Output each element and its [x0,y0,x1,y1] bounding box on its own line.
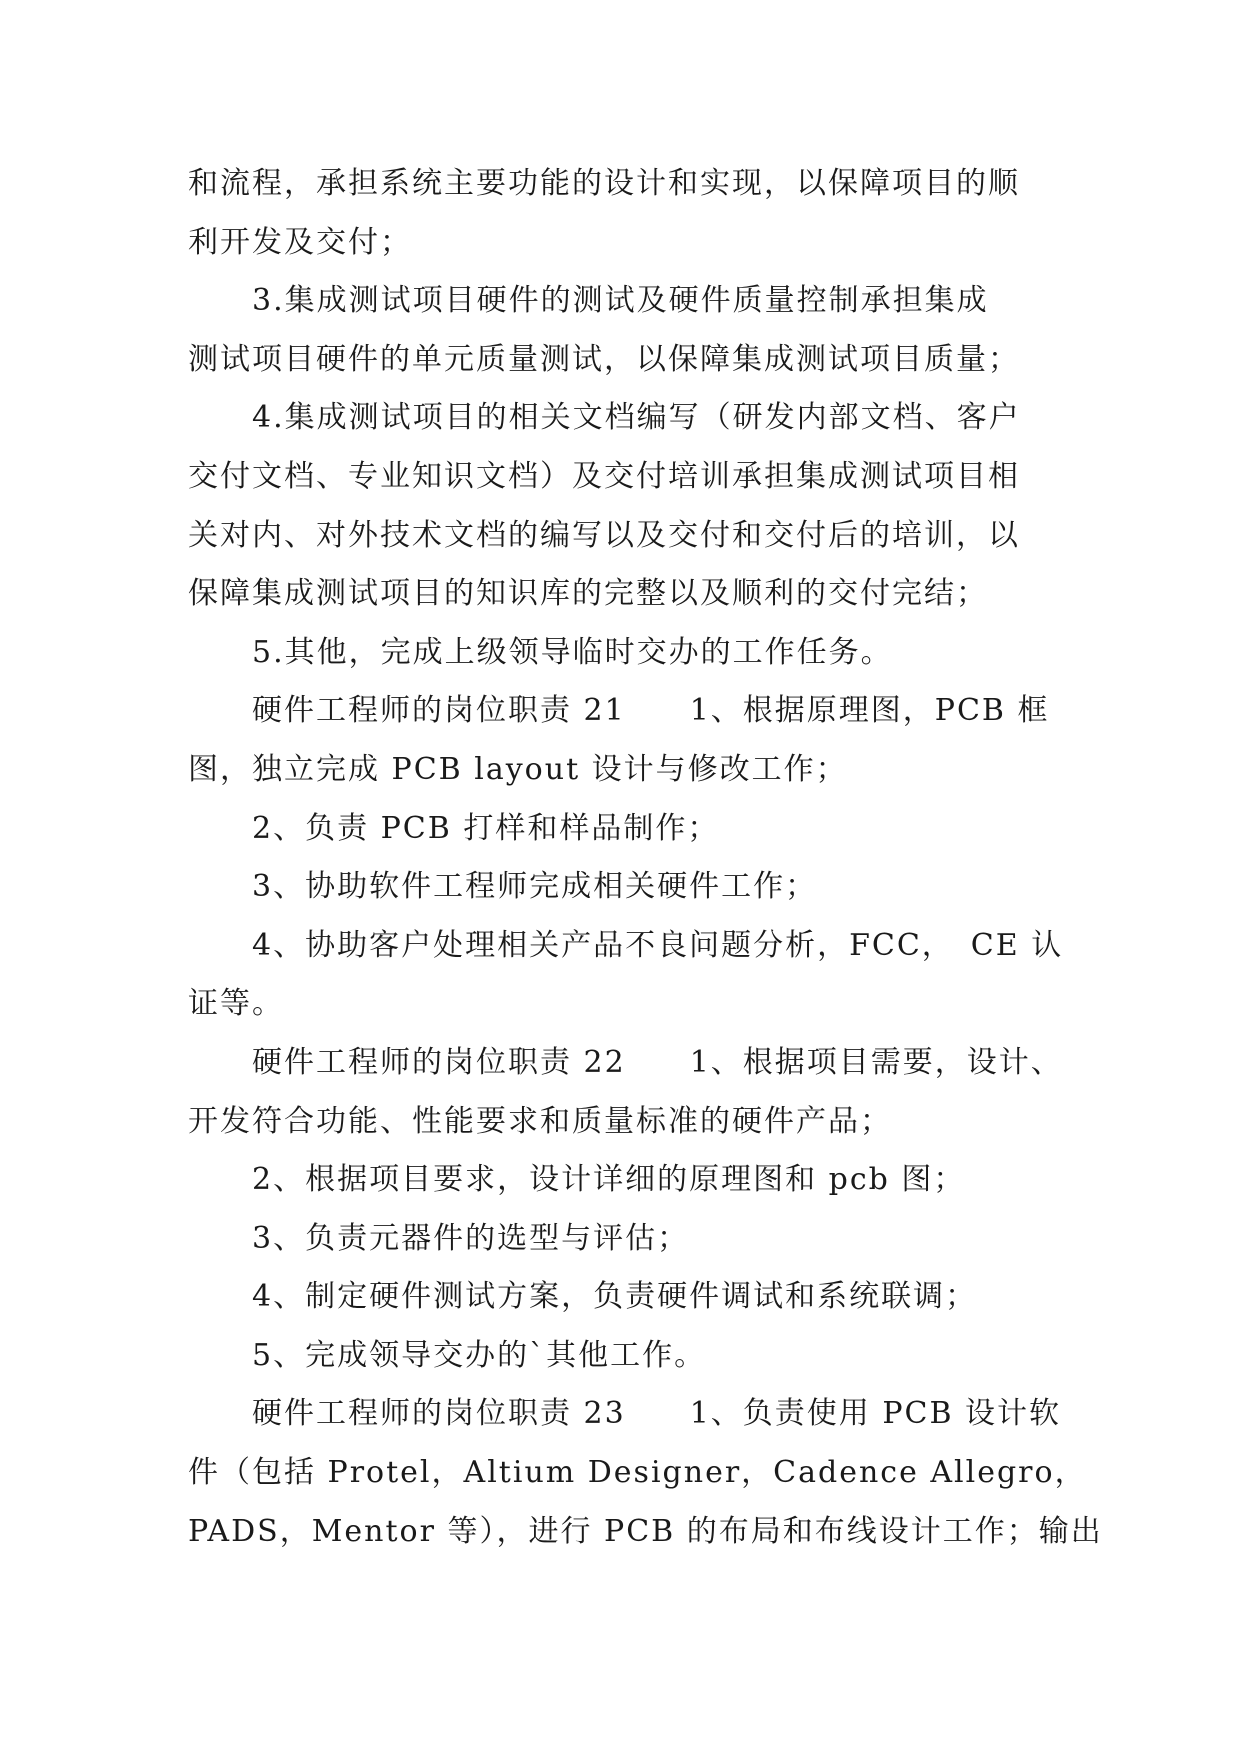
text-line: 3、负责元器件的选型与评估； [252,1220,690,1256]
text-line: 4、协助客户处理相关产品不良问题分析，FCC， CE 认 [252,927,1064,963]
text-line: 利开发及交付； [188,224,412,260]
text-line: 2、根据项目要求，设计详细的原理图和 pcb 图； [252,1162,966,1198]
text-line: 证等。 [188,986,284,1022]
text-line: 交付文档、专业知识文档）及交付培训承担集成测试项目相 [188,458,1020,494]
text-line: 5、完成领导交办的`其他工作。 [252,1337,707,1373]
text-line: PADS，Mentor 等），进行 PCB 的布局和布线设计工作；输出 [188,1513,1103,1549]
text-line: 图，独立完成 PCB layout 设计与修改工作； [188,751,848,787]
text-line: 4.集成测试项目的相关文档编写（研发内部文档、客户 [252,400,1021,436]
text-line: 3.集成测试项目硬件的测试及硬件质量控制承担集成 [252,283,989,319]
text-line: 保障集成测试项目的知识库的完整以及顺利的交付完结； [188,576,988,612]
text-line: 关对内、对外技术文档的编写以及交付和交付后的培训，以 [188,517,1020,553]
text-line: 4、制定硬件测试方案，负责硬件调试和系统联调； [252,1279,978,1315]
text-line: 硬件工程师的岗位职责 21 1、根据原理图，PCB 框 [252,693,1050,729]
document-body [188,155,1103,1561]
text-line: 硬件工程师的岗位职责 22 1、根据项目需要，设计、 [252,1044,1063,1080]
text-line: 测试项目硬件的单元质量测试，以保障集成测试项目质量； [188,341,1020,377]
text-line: 硬件工程师的岗位职责 23 1、负责使用 PCB 设计软 [252,1396,1062,1432]
text-line: 件（包括 Protel，Altium Designer，Cadence Allegro， [188,1455,1087,1491]
text-line: 和流程，承担系统主要功能的设计和实现，以保障项目的顺 [188,166,1020,201]
text-line: 开发符合功能、性能要求和质量标准的硬件产品； [188,1103,892,1139]
text-line: 3、协助软件工程师完成相关硬件工作； [252,869,818,905]
text-line: 5.其他，完成上级领导临时交办的工作任务。 [252,634,893,670]
text-line: 2、负责 PCB 打样和样品制作； [252,810,720,846]
